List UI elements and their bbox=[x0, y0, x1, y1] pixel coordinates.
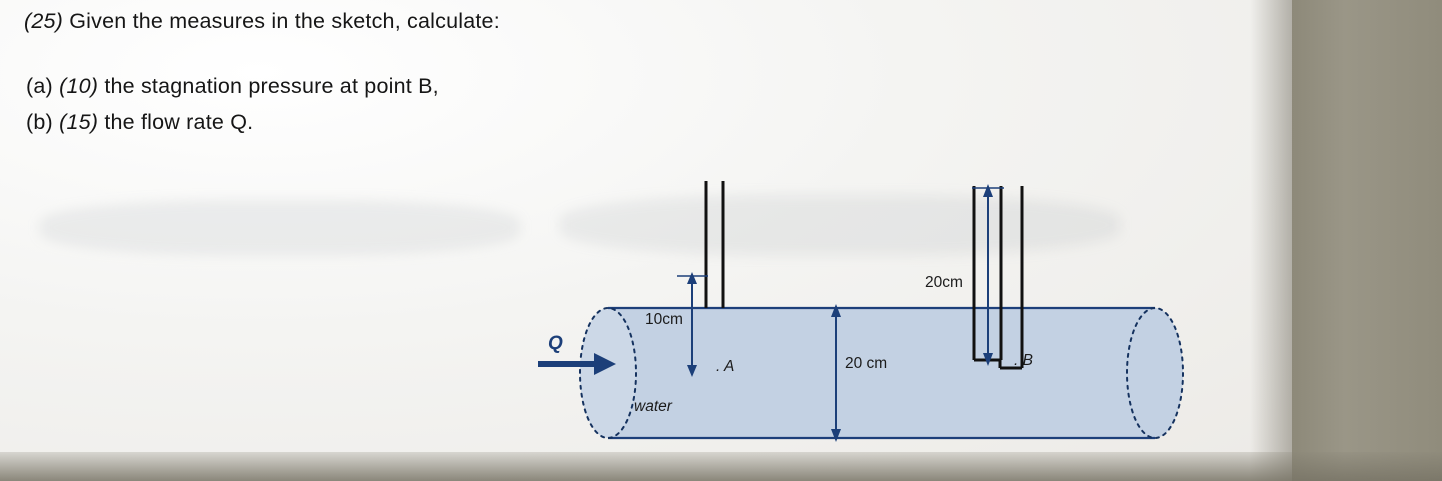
part-marker-a: (a) bbox=[26, 74, 53, 98]
part-points-b: (15) bbox=[59, 110, 99, 134]
label-piezometer-height: 10cm bbox=[645, 311, 683, 328]
part-text-b: the flow rate Q. bbox=[104, 110, 254, 134]
part-points-a: (10) bbox=[59, 74, 99, 98]
pitot-dimension-arrow-up bbox=[983, 184, 993, 197]
part-text-a: the stagnation pressure at point B, bbox=[104, 74, 439, 98]
problem-prompt: Given the measures in the sketch, calculate: bbox=[69, 9, 500, 33]
piezometer-dimension-arrow-up bbox=[687, 272, 697, 284]
label-point-b: . B bbox=[1014, 352, 1033, 369]
label-inlet-flow: Q bbox=[548, 333, 563, 354]
label-pitot-height: 20cm bbox=[925, 274, 963, 291]
pipe-body-fill bbox=[608, 308, 1155, 438]
desk-surface bbox=[1292, 0, 1442, 481]
part-marker-b: (b) bbox=[26, 110, 53, 134]
problem-number: (25) bbox=[24, 9, 64, 33]
label-point-a: . A bbox=[716, 358, 735, 375]
label-pipe-diameter: 20 cm bbox=[845, 355, 888, 372]
label-fluid: water bbox=[634, 398, 672, 415]
